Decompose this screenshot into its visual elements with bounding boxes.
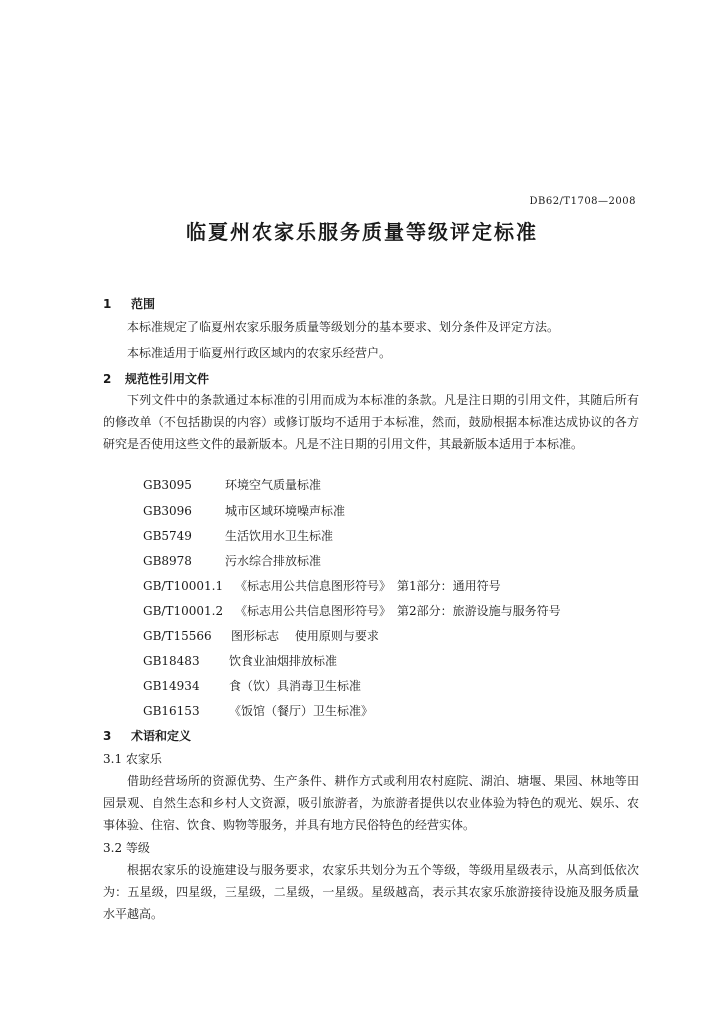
section-2-para: 下列文件中的条款通过本标准的引用而成为本标准的条款。凡是注日期的引用文件，其随后所有的修改单（不包括勘误的内容）或修订版均不适用于本标准，然而，鼓励根据本标准达成协议的各方研究是否使用这些文件的最新版本。凡是不注日期的引用文件，其最新版本适用于本标准。 — [103, 393, 639, 451]
reference-item — [143, 602, 561, 619]
reference-code: GB16153 — [143, 704, 200, 718]
section-2-heading — [103, 370, 209, 387]
reference-item — [143, 502, 345, 519]
reference-item — [143, 627, 379, 644]
reference-name: 《标志用公共信息图形符号》 第1部分：通用符号 — [235, 579, 501, 593]
reference-code: GB/T10001.1 — [143, 579, 224, 593]
reference-item — [143, 577, 501, 594]
section-3-heading — [103, 727, 191, 744]
document-title: 临夏州农家乐服务质量等级评定标准 — [186, 220, 538, 244]
reference-code: GB14934 — [143, 679, 200, 693]
reference-item — [143, 552, 321, 569]
section-number: 1 — [103, 297, 112, 311]
section-1-heading — [103, 295, 155, 312]
reference-name: 食（饮）具消毒卫生标准 — [229, 679, 362, 693]
reference-code: GB/T15566 — [143, 629, 212, 643]
section-title: 范围 — [131, 297, 156, 311]
subsection-3-1-label: 3.1 农家乐 — [103, 752, 162, 766]
reference-code: GB8978 — [143, 554, 192, 568]
subsection-3-1-para: 借助经营场所的资源优势、生产条件、耕作方式或利用农村庭院、湖泊、塘堰、果园、林地等田园景观、自然生态和乡村人文资源，吸引旅游者，为旅游者提供以农业体验为特色的观光、娱乐、农事体验、住宿、饮食、购物等服务，并具有地方民俗特色的经营实体。 — [103, 774, 639, 832]
reference-name: 生活饮用水卫生标准 — [225, 529, 334, 543]
reference-code: GB18483 — [143, 654, 200, 668]
reference-code: GB3096 — [143, 504, 192, 518]
reference-item — [143, 476, 321, 493]
subsection-3-2-label: 3.2 等级 — [103, 841, 150, 855]
section-number: 2 — [103, 372, 112, 386]
reference-name: 《饭馆（餐厅）卫生标准》 — [229, 704, 374, 718]
standard-code: DB62/T1708—2008 — [529, 196, 636, 207]
reference-item — [143, 527, 333, 544]
reference-item — [143, 677, 361, 694]
section-title: 规范性引用文件 — [125, 372, 210, 386]
reference-name: 饮食业油烟排放标准 — [229, 654, 338, 668]
reference-item — [143, 702, 373, 719]
section-1-para-2: 本标准适用于临夏州行政区域内的农家乐经营户。 — [127, 346, 392, 360]
reference-code: GB3095 — [143, 478, 192, 492]
reference-code: GB/T10001.2 — [143, 604, 224, 618]
reference-name: 城市区域环境噪声标准 — [225, 504, 346, 518]
section-number: 3 — [103, 729, 112, 743]
reference-code: GB5749 — [143, 529, 192, 543]
reference-name: 污水综合排放标准 — [225, 554, 322, 568]
reference-name: 图形标志 使用原则与要求 — [231, 629, 379, 643]
reference-item — [143, 652, 337, 669]
section-title: 术语和定义 — [131, 729, 192, 743]
section-1-para-1: 本标准规定了临夏州农家乐服务质量等级划分的基本要求、划分条件及评定方法。 — [127, 320, 560, 334]
reference-name: 《标志用公共信息图形符号》 第2部分：旅游设施与服务符号 — [235, 604, 561, 618]
reference-name: 环境空气质量标准 — [225, 478, 322, 492]
subsection-3-2-para: 根据农家乐的设施建设与服务要求，农家乐共划分为五个等级，等级用星级表示，从高到低依次为：五星级，四星级，三星级，二星级，一星级。星级越高，表示其农家乐旅游接待设施及服务质量水平越高。 — [103, 863, 639, 921]
